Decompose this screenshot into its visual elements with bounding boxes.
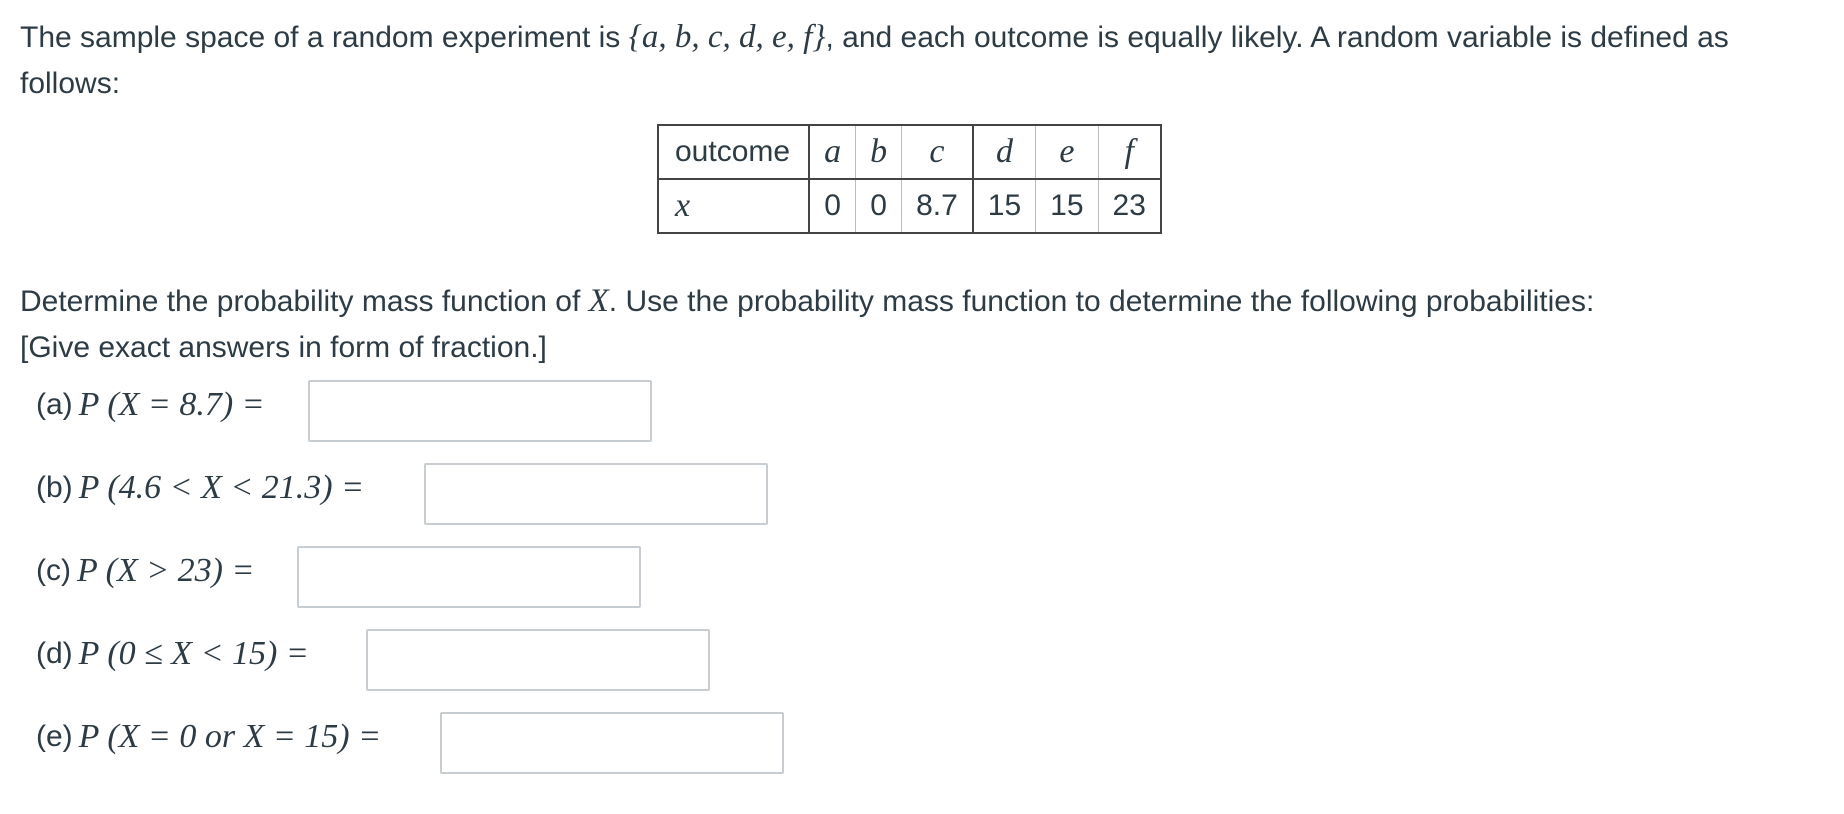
question-text bbox=[20, 14, 1820, 107]
question-b-expression: P (4.6 < X < 21.3) = bbox=[78, 469, 365, 506]
instructions-text-before: Determine the probability mass function of bbox=[20, 285, 589, 318]
outcome-cell-b: b bbox=[856, 125, 902, 179]
sample-space-set: {a, b, c, d, e, f} bbox=[628, 19, 826, 55]
answer-input-c[interactable] bbox=[297, 546, 641, 608]
question-a bbox=[36, 386, 265, 424]
question-b bbox=[36, 469, 364, 507]
answer-input-a[interactable] bbox=[308, 380, 652, 442]
table-row-x bbox=[658, 179, 1161, 233]
instructions-text-after: . Use the probability mass function to determine the following probabilities: bbox=[608, 285, 1595, 318]
question-c-label: (c) bbox=[36, 554, 71, 587]
question-c-expression: P (X > 23) = bbox=[76, 552, 255, 589]
outcome-cell-f: f bbox=[1098, 125, 1161, 179]
question-e bbox=[36, 718, 381, 756]
x-cell-f: 23 bbox=[1098, 179, 1161, 233]
question-a-label: (a) bbox=[36, 388, 73, 421]
question-e-expression: P (X = 0 or X = 15) = bbox=[78, 718, 382, 755]
question-d-expression: P (0 ≤ X < 15) = bbox=[78, 635, 309, 672]
instructions bbox=[20, 278, 1820, 371]
answer-input-d[interactable] bbox=[366, 629, 710, 691]
question-c bbox=[36, 552, 254, 590]
x-cell-d: 15 bbox=[973, 179, 1036, 233]
question-e-label: (e) bbox=[36, 720, 73, 753]
intro-text-before: The sample space of a random experiment is bbox=[20, 21, 629, 54]
x-cell-c: 8.7 bbox=[902, 179, 973, 233]
instructions-line1 bbox=[20, 278, 1820, 325]
outcome-cell-a: a bbox=[809, 125, 856, 179]
intro-paragraph bbox=[20, 14, 1820, 107]
question-b-label: (b) bbox=[36, 471, 73, 504]
intro-text-after: , and each outcome is equally likely. A random variable is defined as follows: bbox=[20, 21, 1729, 100]
random-variable-table bbox=[657, 124, 1162, 234]
question-d bbox=[36, 635, 309, 673]
x-cell-b: 0 bbox=[856, 179, 902, 233]
x-cell-a: 0 bbox=[809, 179, 856, 233]
x-header: x bbox=[658, 179, 809, 233]
outcome-header: outcome bbox=[658, 125, 809, 179]
instructions-line2: [Give exact answers in form of fraction.] bbox=[20, 331, 547, 364]
outcome-cell-d: d bbox=[973, 125, 1036, 179]
answer-input-e[interactable] bbox=[440, 712, 784, 774]
outcome-cell-c: c bbox=[902, 125, 973, 179]
outcome-cell-e: e bbox=[1036, 125, 1098, 179]
table-row-outcome bbox=[658, 125, 1161, 179]
question-a-expression: P (X = 8.7) = bbox=[78, 386, 265, 423]
variable-x: X bbox=[588, 283, 609, 319]
x-cell-e: 15 bbox=[1036, 179, 1098, 233]
question-d-label: (d) bbox=[36, 637, 73, 670]
answer-input-b[interactable] bbox=[424, 463, 768, 525]
